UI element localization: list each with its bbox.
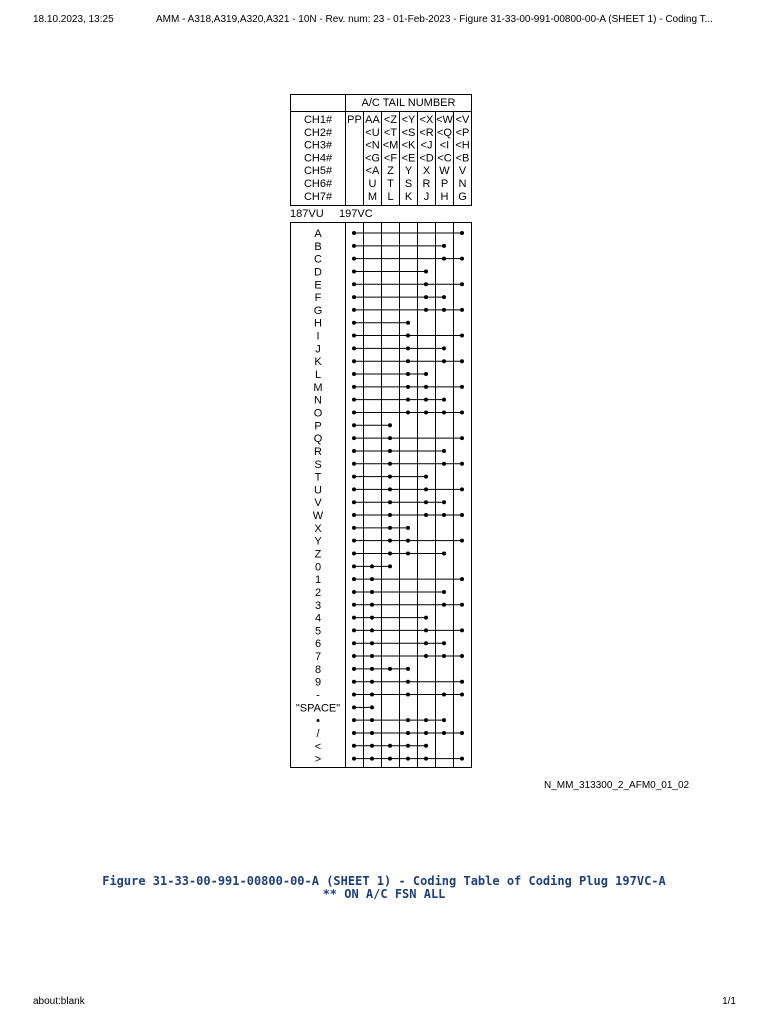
coding-dot: [460, 359, 464, 363]
channel-label: CH3#: [303, 139, 333, 152]
coding-dot: [460, 693, 464, 697]
channel-code: X: [422, 165, 431, 178]
coding-dot: [406, 398, 410, 402]
channel-code: <B: [455, 152, 470, 165]
coding-dot: [406, 539, 410, 543]
coding-dot: [352, 295, 356, 299]
channel-code: Z: [387, 165, 394, 178]
coding-dot: [406, 667, 410, 671]
channel-code: R: [422, 178, 431, 190]
coding-dot: [460, 282, 464, 286]
coding-dot: [406, 718, 410, 722]
figure-applicability: ** ON A/C FSN ALL: [322, 887, 446, 901]
coding-dot: [370, 744, 374, 748]
character-label: 4: [314, 612, 322, 625]
coding-dot: [388, 526, 392, 530]
channel-code: <R: [419, 126, 434, 139]
coding-dot: [352, 269, 356, 273]
channel-code: K: [404, 190, 413, 203]
coding-dot: [442, 257, 446, 261]
channel-code: <W: [436, 114, 453, 126]
coding-dot: [370, 603, 374, 607]
character-label: W: [312, 510, 324, 523]
coding-dot: [352, 552, 356, 556]
coding-dot: [388, 423, 392, 427]
coding-dot: [388, 462, 392, 466]
coding-dot: [442, 731, 446, 735]
coding-dot: [352, 308, 356, 312]
coding-dot: [388, 475, 392, 479]
coding-dot: [352, 744, 356, 748]
channel-code: J: [423, 190, 430, 203]
channel-code: <G: [365, 152, 380, 165]
coding-dot: [442, 462, 446, 466]
character-label: >: [314, 753, 322, 766]
coding-dot: [442, 513, 446, 517]
coding-dot: [406, 744, 410, 748]
coding-dot: [406, 731, 410, 735]
coding-dot: [442, 295, 446, 299]
channel-code: <C: [437, 152, 452, 165]
channel-code: M: [367, 190, 378, 203]
coding-dot: [370, 564, 374, 568]
character-label: "SPACE": [295, 702, 341, 715]
character-label: 8: [314, 663, 322, 676]
character-label: 9: [314, 676, 322, 689]
character-label: J: [315, 343, 321, 356]
coding-dot: [460, 757, 464, 761]
channel-code: Y: [404, 165, 413, 178]
coding-dot: [388, 513, 392, 517]
character-label: X: [314, 522, 322, 535]
coding-dot: [424, 269, 428, 273]
coding-dot: [352, 282, 356, 286]
character-label: U: [314, 484, 322, 497]
coding-dot: [352, 654, 356, 658]
channel-code: <Y: [401, 114, 416, 126]
coding-dot: [424, 500, 428, 504]
coding-dot: [442, 244, 446, 248]
character-label: S: [314, 458, 322, 471]
coding-dot: [460, 334, 464, 338]
channel-code: W: [439, 165, 450, 178]
coding-dot: [460, 308, 464, 312]
coding-dot: [352, 423, 356, 427]
coding-dot: [460, 487, 464, 491]
character-label: Q: [313, 433, 323, 446]
figure-caption: Figure 31-33-00-991-00800-00-A (SHEET 1) - Coding Table of Coding Plug 197VC-A: [102, 874, 666, 888]
plug-labels: [290, 208, 373, 220]
coding-dot: [424, 295, 428, 299]
coding-dot: [388, 436, 392, 440]
channel-label: CH2#: [303, 126, 333, 139]
coding-dot: [388, 744, 392, 748]
coding-dot: [388, 487, 392, 491]
coding-dot: [370, 654, 374, 658]
channel-code: V: [458, 165, 467, 178]
coding-dot: [460, 257, 464, 261]
channel-code: <Z: [383, 114, 398, 126]
coding-dot: [370, 693, 374, 697]
channel-code: H: [440, 190, 449, 203]
coding-dot: [460, 231, 464, 235]
coding-dot: [424, 616, 428, 620]
coding-dot: [388, 539, 392, 543]
character-label: Y: [314, 535, 322, 548]
print-page-number: 1/1: [722, 996, 736, 1007]
character-label: D: [314, 266, 322, 279]
character-label: 3: [314, 599, 322, 612]
print-datetime: 18.10.2023, 13:25: [33, 14, 114, 25]
coding-dot: [442, 718, 446, 722]
coding-dot: [352, 577, 356, 581]
coding-dot: [370, 590, 374, 594]
character-label: /: [316, 727, 320, 740]
channel-code: G: [458, 190, 467, 203]
channel-code: U: [368, 178, 377, 190]
coding-dot: [352, 641, 356, 645]
coding-dot: [424, 654, 428, 658]
coding-dot: [370, 718, 374, 722]
coding-dot: [388, 667, 392, 671]
coding-dot: [352, 616, 356, 620]
coding-dot: [424, 513, 428, 517]
coding-dot: [442, 410, 446, 414]
coding-dot: [352, 731, 356, 735]
print-url: about:blank: [33, 996, 85, 1007]
coding-dot: [352, 244, 356, 248]
coding-dot: [370, 577, 374, 581]
coding-dot: [352, 564, 356, 568]
coding-dot: [406, 757, 410, 761]
coding-dot: [352, 487, 356, 491]
coding-dot: [460, 603, 464, 607]
coding-dot: [442, 308, 446, 312]
coding-dot: [424, 385, 428, 389]
character-label: M: [313, 381, 323, 394]
coding-dot: [424, 757, 428, 761]
coding-dot: [352, 449, 356, 453]
coding-dot: [352, 398, 356, 402]
coding-dot: [352, 334, 356, 338]
coding-dot: [352, 372, 356, 376]
coding-dot: [424, 487, 428, 491]
coding-dot: [406, 693, 410, 697]
coding-dot: [406, 359, 410, 363]
coding-dot: [352, 462, 356, 466]
coding-dot: [442, 398, 446, 402]
coding-dot: [424, 372, 428, 376]
coding-dot: [424, 308, 428, 312]
character-label: •: [316, 715, 320, 728]
coding-dot: [406, 385, 410, 389]
coding-dot: [406, 334, 410, 338]
character-label: 1: [314, 574, 322, 587]
coding-dot: [352, 500, 356, 504]
coding-dot: [442, 346, 446, 350]
coding-dot: [352, 603, 356, 607]
coding-dot: [460, 654, 464, 658]
coding-dot: [424, 718, 428, 722]
character-label: T: [314, 471, 322, 484]
channel-code: <I: [439, 139, 450, 152]
channel-code: <X: [419, 114, 434, 126]
plug-label: 197VC: [339, 208, 373, 220]
coding-dot: [442, 552, 446, 556]
channel-code: <M: [382, 139, 399, 152]
coding-dot: [406, 552, 410, 556]
character-label: 0: [314, 561, 322, 574]
channel-code: T: [387, 178, 394, 190]
coding-dot: [370, 757, 374, 761]
channel-code: <H: [455, 139, 470, 152]
coding-dot: [352, 257, 356, 261]
channel-code: <J: [420, 139, 433, 152]
channel-label: CH5#: [303, 165, 333, 178]
coding-dot: [370, 731, 374, 735]
character-label: H: [314, 317, 322, 330]
coding-dot: [370, 705, 374, 709]
character-label: Z: [314, 548, 322, 561]
coding-dot: [460, 513, 464, 517]
character-label: E: [314, 279, 322, 292]
coding-dot: [406, 372, 410, 376]
coding-dot: [442, 641, 446, 645]
coding-dot: [406, 526, 410, 530]
drawing-reference: N_MM_313300_2_AFM0_01_02: [544, 780, 690, 791]
character-coding-table: [291, 223, 472, 768]
coding-dot: [424, 731, 428, 735]
coding-dot: [460, 628, 464, 632]
coding-dot: [460, 731, 464, 735]
coding-dot: [406, 321, 410, 325]
coding-dot: [424, 628, 428, 632]
character-label: N: [314, 394, 322, 407]
coding-dot: [460, 385, 464, 389]
channel-code: <S: [401, 126, 416, 139]
character-label: 2: [314, 586, 322, 599]
coding-dot: [460, 410, 464, 414]
coding-dot: [370, 667, 374, 671]
character-label: 6: [314, 638, 322, 651]
coding-dot: [352, 718, 356, 722]
coding-dot: [370, 641, 374, 645]
coding-dot: [424, 398, 428, 402]
coding-dot: [352, 359, 356, 363]
coding-dot: [442, 654, 446, 658]
channel-code: <F: [383, 152, 398, 165]
coding-dot: [406, 680, 410, 684]
channel-code: <N: [365, 139, 380, 152]
coding-dot: [352, 231, 356, 235]
channel-code: <P: [455, 126, 470, 139]
coding-dot: [388, 500, 392, 504]
coding-dot: [352, 693, 356, 697]
coding-dot: [460, 577, 464, 581]
coding-dot: [442, 359, 446, 363]
character-label: P: [314, 420, 322, 433]
print-page-title: AMM - A318,A319,A320,A321 - 10N - Rev. num: 23 - 01-Feb-2023 - Figure 31-33-00-991-00800-00-A (SHEET 1) - Coding T...: [156, 14, 713, 25]
character-label: K: [314, 356, 322, 369]
character-label: A: [314, 228, 322, 240]
channel-label: CH7#: [303, 190, 333, 203]
channel-code: PP: [347, 114, 362, 126]
coding-dot: [370, 680, 374, 684]
coding-dot: [460, 539, 464, 543]
channel-code: <D: [419, 152, 434, 165]
coding-dot: [352, 385, 356, 389]
panel-label: 187VU: [290, 208, 324, 220]
tail-number-header: A/C TAIL NUMBER: [361, 97, 456, 109]
coding-dot: [352, 590, 356, 594]
channel-code: L: [387, 190, 394, 203]
coding-dot: [460, 436, 464, 440]
channel-code: <T: [383, 126, 398, 139]
character-label: -: [316, 689, 320, 702]
coding-dot: [442, 449, 446, 453]
coding-dot: [352, 321, 356, 325]
coding-dot: [460, 462, 464, 466]
coding-dot: [388, 757, 392, 761]
coding-dot: [442, 500, 446, 504]
channel-label: CH1#: [303, 114, 333, 126]
coding-dot: [460, 680, 464, 684]
coding-dot: [424, 744, 428, 748]
coding-dot: [352, 513, 356, 517]
coding-dot: [424, 641, 428, 645]
channel-code: <A: [365, 165, 380, 178]
coding-dot: [352, 667, 356, 671]
channel-code: AA: [365, 114, 380, 126]
coding-dot: [424, 475, 428, 479]
character-label: B: [314, 240, 322, 253]
coding-dot: [406, 410, 410, 414]
channel-code: S: [404, 178, 413, 190]
coding-dot: [406, 346, 410, 350]
coding-dot: [352, 705, 356, 709]
channel-code: <K: [401, 139, 416, 152]
character-label: F: [314, 292, 322, 305]
coding-dot: [352, 526, 356, 530]
coding-dot: [442, 590, 446, 594]
coding-dot: [388, 449, 392, 453]
character-label: C: [314, 253, 322, 266]
channel-code: N: [458, 178, 467, 190]
coding-dot: [424, 282, 428, 286]
coding-dot: [352, 410, 356, 414]
character-label: <: [314, 740, 322, 753]
coding-dot: [424, 410, 428, 414]
coding-dot: [352, 628, 356, 632]
coding-dot: [388, 564, 392, 568]
coding-dot: [370, 628, 374, 632]
coding-dot: [442, 693, 446, 697]
channel-code: <V: [455, 114, 470, 126]
coding-dot: [388, 552, 392, 556]
coding-dot: [370, 616, 374, 620]
channel-code: <E: [401, 152, 416, 165]
channel-code: <Q: [437, 126, 452, 139]
coding-dot: [352, 475, 356, 479]
character-label: I: [316, 330, 320, 343]
character-label: L: [314, 369, 322, 382]
coding-dot: [352, 436, 356, 440]
character-label: 7: [314, 651, 322, 664]
coding-dot: [352, 757, 356, 761]
tail-number-table: [291, 95, 472, 206]
channel-label: CH6#: [303, 178, 333, 190]
character-label: V: [314, 497, 322, 510]
coding-dot: [442, 603, 446, 607]
character-label: 5: [314, 625, 322, 638]
channel-code: <U: [365, 126, 380, 139]
coding-dot: [352, 680, 356, 684]
channel-label: CH4#: [303, 152, 333, 165]
character-label: O: [313, 407, 323, 420]
channel-code: P: [440, 178, 449, 190]
character-label: G: [313, 304, 323, 317]
character-label: R: [314, 445, 322, 458]
coding-dot: [352, 539, 356, 543]
coding-dot: [352, 346, 356, 350]
